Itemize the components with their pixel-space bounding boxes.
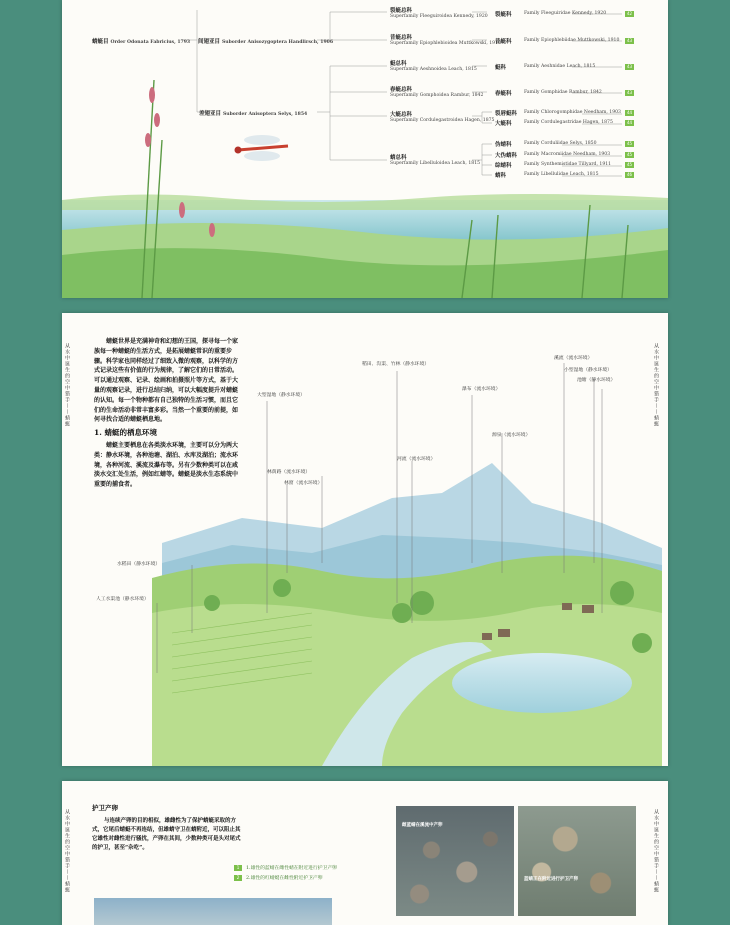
stream-photo: [518, 806, 636, 916]
superfamily-label: 蜓总科: [390, 61, 407, 67]
habitat-label: 人工水渠池（静水环境）: [96, 597, 149, 602]
note-text: 2.雄性的红蜻蜓在雌性附近护卫产卵: [246, 876, 323, 881]
habitat-page: [62, 313, 668, 766]
note-list: [234, 864, 342, 881]
family-label: 大蜓科: [495, 121, 512, 127]
page-badge: 45: [626, 162, 633, 167]
family-latin: Family Epiophlebiidae Muttkowski, 1910: [524, 38, 620, 43]
family-latin: Family Corduliidae Selys, 1850: [524, 141, 597, 146]
family-label: 大伪蜻科: [495, 153, 518, 159]
family-latin: Family Fleeguiridae Kennedy, 1920: [524, 11, 607, 16]
superfamily-label: 春蜓总科: [390, 87, 413, 93]
page-badge: 43: [626, 64, 633, 69]
running-header-left: 从水中诞生的空中猎手——蜻蜓: [64, 809, 70, 893]
intro-paragraph: 蜻蜓世界是充满神奇和幻想的王国，探寻每一个家族每一种蜻蜓的生活方式，是拓展蜻蜓常识的重要步骤。科学家也同样经过了细致入微的观察，以科学的方式记录这些有价值的行为规律，了解它们的日常活动。可以通过观察、记录、绘画和拍摄照片等方式，基于大量的观察记录，进行总结归纳，可以大幅度提升对蜻蜓的认知。每一个物种都有自己独特的生活习惯，而且它们的生命活动非常丰富多彩。当然一个重要的前提，如何寻找合适的蜻蜓栖息地。: [94, 338, 239, 424]
page-badge: 45: [626, 141, 633, 146]
habitat-label: 稻田、沟渠、竹林（静水环境）: [362, 362, 430, 367]
suborder-label: 差翅亚目 Suborder Anisoptera Selys, 1854: [199, 111, 308, 117]
superfamily-latin: Superfamily Libelluloidea Leach, 1815: [390, 161, 481, 166]
superfamily-latin: Superfamily Epiophlebioidea Muttkowski, 1910: [390, 41, 501, 46]
superfamily-latin: Superfamily Fleeguiroidea Kennedy, 1920: [390, 14, 488, 19]
running-header-right: 从水中诞生的空中猎手——蜻蜓: [653, 809, 659, 893]
section-paragraph: 与连续产卵的目的相似，雄雌性为了保护蜻蜓采取的方式，它尾后蜻蜓不再连结，但雄蜻守卫在蜻附近，可以阻止其它雄性对雌性进行骚扰，产卵在其间，少数种类可是头对尾式的护卫，甚至“杂吃”。: [92, 818, 241, 851]
family-latin: Family Gomphidae Rambur, 1842: [524, 90, 602, 95]
note-number-badge: 2: [234, 875, 242, 881]
section-heading: 护卫产卵: [92, 804, 118, 812]
running-header-left: 从水中诞生的空中猎手——蜻蜓: [64, 343, 70, 427]
page-badge: 46: [626, 172, 633, 177]
family-latin: Family Synthemistidae Tillyard, 1911: [524, 162, 612, 167]
family-label: 裂唇蜓科: [495, 111, 518, 117]
superfamily-latin: Superfamily Aeshnoidea Leach, 1815: [390, 67, 477, 72]
family-latin: Family Macromiidae Needham, 1903: [524, 152, 611, 157]
family-latin: Family Chlorogomphidae Needham, 1903: [524, 110, 621, 115]
superfamily-label: 蜻总科: [390, 155, 407, 161]
stream-photo: [396, 806, 514, 916]
page-badge: 43: [626, 90, 633, 95]
habitat-label: 小型湿地（静水环境）: [564, 368, 612, 373]
habitat-label: 瀑布（流水环境）: [462, 387, 501, 392]
superfamily-latin: Superfamily Gomphoidea Rambur, 1842: [390, 93, 484, 98]
habitat-label: 河流（流水环境）: [397, 457, 436, 462]
habitat-label: 大型湿地（静水环境）: [257, 393, 305, 398]
family-label: 综蜻科: [495, 163, 512, 169]
family-label: 裂蜓科: [495, 12, 512, 18]
family-label: 春蜓科: [495, 91, 512, 97]
section-heading: 1. 蜻蜓的栖息环境: [94, 428, 157, 437]
note-item: [234, 864, 342, 871]
page-badge: 44: [626, 120, 633, 125]
oviposition-page: [62, 781, 668, 925]
taxonomy-page: [62, 0, 668, 298]
family-latin: Family Cordulegastridae Hagen, 1875: [524, 120, 613, 125]
page-badge: 44: [626, 110, 633, 115]
superfamily-label: 昔蜓总科: [390, 35, 413, 41]
photo-caption: 雌蓝蜻在溪流中产卵: [402, 823, 443, 828]
habitat-label: 池塘（静水环境）: [577, 378, 616, 383]
note-item: [234, 874, 342, 881]
family-latin: Family Libellulidae Leach, 1815: [524, 172, 599, 177]
photo-caption: 蓝蜻正在附近进行护卫产卵: [524, 877, 578, 882]
superfamily-latin: Superfamily Cordulegastroidea Hagen, 1875: [390, 118, 495, 123]
family-label: 昔蜓科: [495, 39, 512, 45]
pond-photo: [94, 898, 332, 925]
page-badge: 42: [626, 11, 633, 16]
habitat-label: 溪流（流水环境）: [554, 356, 593, 361]
habitat-label: 林荫路（流水环境）: [267, 470, 311, 475]
family-label: 蜓科: [495, 65, 507, 71]
running-header-right: 从水中诞生的空中猎手——蜻蜓: [653, 343, 659, 427]
note-text: 1.雄性的蓝蜻在雌性蜻在附近进行护卫产卵: [246, 866, 337, 871]
family-latin: Family Aeshnidae Leach, 1815: [524, 64, 596, 69]
note-number-badge: 1: [234, 865, 242, 871]
superfamily-label: 大蜓总科: [390, 112, 413, 118]
section-paragraph: 蜻蜓主要栖息在各类淡水环境，主要可以分为两大类：静水环境，各种池塘、湖泊、水库及湖泊；流水环境，各种河流、溪流及瀑布等。另有少数种类可以在咸淡水交汇处生活，例如红蜻等。蜻蜓是淡水生态系统中重要的捕食者。: [94, 442, 239, 489]
habitat-label: 水稻田（静水环境）: [117, 562, 161, 567]
family-label: 蜻科: [495, 173, 507, 179]
superfamily-label: 裂蜓总科: [390, 8, 413, 14]
order-label: 蜻蜓目 Order Odonata Fabricius, 1793: [92, 39, 191, 45]
page-badge: 45: [626, 152, 633, 157]
page-badge: 43: [626, 38, 633, 43]
habitat-label: 源泉（流水环境）: [492, 433, 531, 438]
suborder-label: 间翅亚目 Suborder Anisozygoptera Handlirsch, 1906: [198, 39, 334, 45]
habitat-label: 林窗（流水环境）: [284, 481, 323, 486]
family-label: 伪蜻科: [495, 142, 512, 148]
